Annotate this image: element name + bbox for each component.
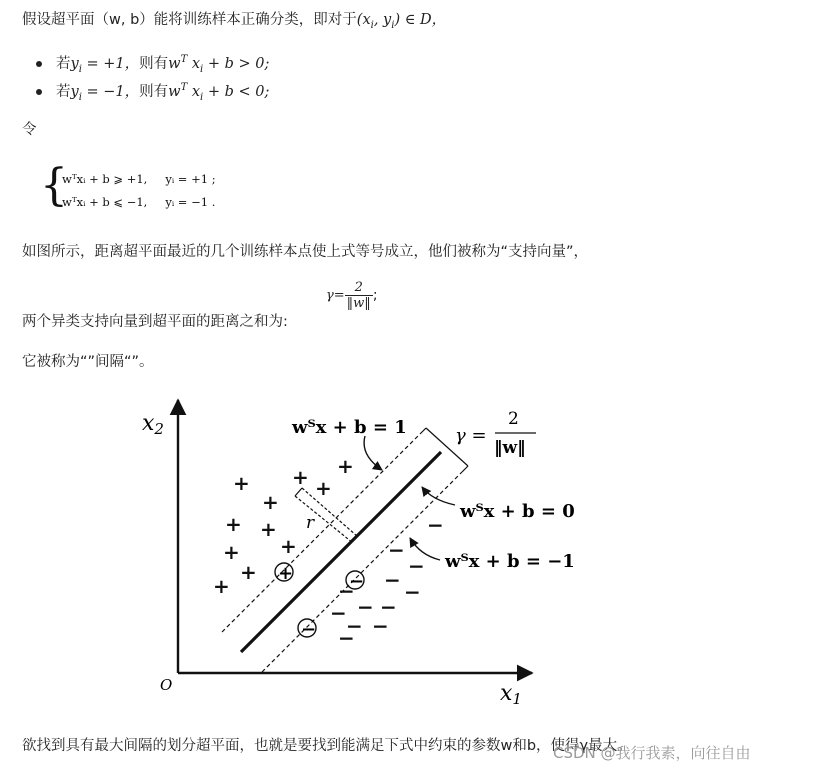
- label-hyperplane: wᵀx + b = 0: [460, 501, 575, 522]
- negative-sample: −: [357, 595, 374, 619]
- negative-sample: −: [427, 513, 444, 537]
- bullet-dot: [36, 89, 42, 95]
- label-positive-margin: wᵀx + b = 1: [292, 417, 407, 438]
- svg-text:+: +: [278, 563, 294, 584]
- svg-text:−: −: [301, 619, 317, 640]
- origin-label: O: [160, 676, 173, 694]
- intro-line: [22, 10, 446, 36]
- distance-text: 两个异类支持向量到超平面的距离之和为:: [22, 314, 288, 330]
- figure-gamma-lhs: γ =: [455, 425, 487, 446]
- negative-sample: −: [372, 614, 389, 638]
- figure-gamma-num: 2: [508, 409, 519, 429]
- positive-sample: +: [223, 540, 240, 564]
- x2-axis-label: x2: [142, 411, 164, 438]
- negative-sample: −: [404, 580, 421, 604]
- positive-sample: +: [225, 512, 242, 536]
- bullet-item-positive: 若$y_i = +1$，则有$w^T$ $x_i + b > 0$;: [36, 50, 269, 80]
- distance-r-label: r: [306, 513, 315, 533]
- positive-sample: +: [292, 465, 309, 489]
- left-brace: {: [40, 160, 68, 211]
- negative-sample: −: [384, 568, 401, 592]
- svg-text:−: −: [349, 571, 365, 592]
- constraint-row-1: wᵀxᵢ + b ⩾ +1, yᵢ = +1 ;: [62, 172, 216, 186]
- positive-sample: +: [260, 517, 277, 541]
- x1-axis-label: x1: [500, 681, 522, 708]
- negative-sample: −: [330, 601, 347, 625]
- positive-sample: +: [262, 490, 279, 514]
- bullet-lead: 若: [56, 83, 71, 100]
- constraint-row-2: wᵀxᵢ + b ⩽ −1, yᵢ = −1 .: [62, 195, 216, 209]
- intro-pair: ($x_i$, $y_i$) ∈ D，: [356, 12, 447, 31]
- intro-text: 假设超平面（w, b）能将训练样本正确分类，即对于: [22, 12, 357, 28]
- negative-sample: −: [338, 579, 355, 603]
- positive-sample: +: [233, 471, 250, 495]
- label-negative-margin: wᵀx + b = −1: [445, 551, 575, 572]
- figure-gamma-den: ‖w‖: [494, 438, 526, 458]
- negative-sample: −: [388, 538, 405, 562]
- positive-sample: +: [213, 574, 230, 598]
- negative-sample: −: [338, 626, 355, 650]
- negative-sample: −: [408, 554, 425, 578]
- bullet-item-negative: 若$y_i = -1$，则有$w^T$ $x_i + b < 0$;: [36, 78, 269, 108]
- positive-sample: +: [315, 476, 332, 500]
- svm-margin-figure: [0, 385, 819, 710]
- bullet-lead: 若: [56, 55, 71, 72]
- negative-samples: [330, 513, 444, 650]
- negative-sample: −: [346, 614, 363, 638]
- positive-sample: +: [240, 560, 257, 584]
- gamma-formula: γ= $\frac{2}{‖w‖}$ ;: [326, 280, 378, 311]
- support-vector-text: 如图所示，距离超平面最近的几个训练样本点使上式等号成立，他们被称为“支持向量”，: [22, 244, 589, 260]
- positive-sample: +: [280, 534, 297, 558]
- bullet-dot: [36, 61, 42, 67]
- negative-sample: −: [380, 595, 397, 619]
- positive-sample: +: [337, 454, 354, 478]
- csdn-watermark: CSDN @我行我素，向往自由: [553, 744, 751, 762]
- let-text: 令: [22, 122, 37, 138]
- margin-text: 它被称为“”间隔“”。: [22, 354, 154, 370]
- bottom-text: 欲找到具有最大间隔的划分超平面，也就是要找到能满足下式中约束的参数w和b，使得γ最大。: [22, 738, 632, 754]
